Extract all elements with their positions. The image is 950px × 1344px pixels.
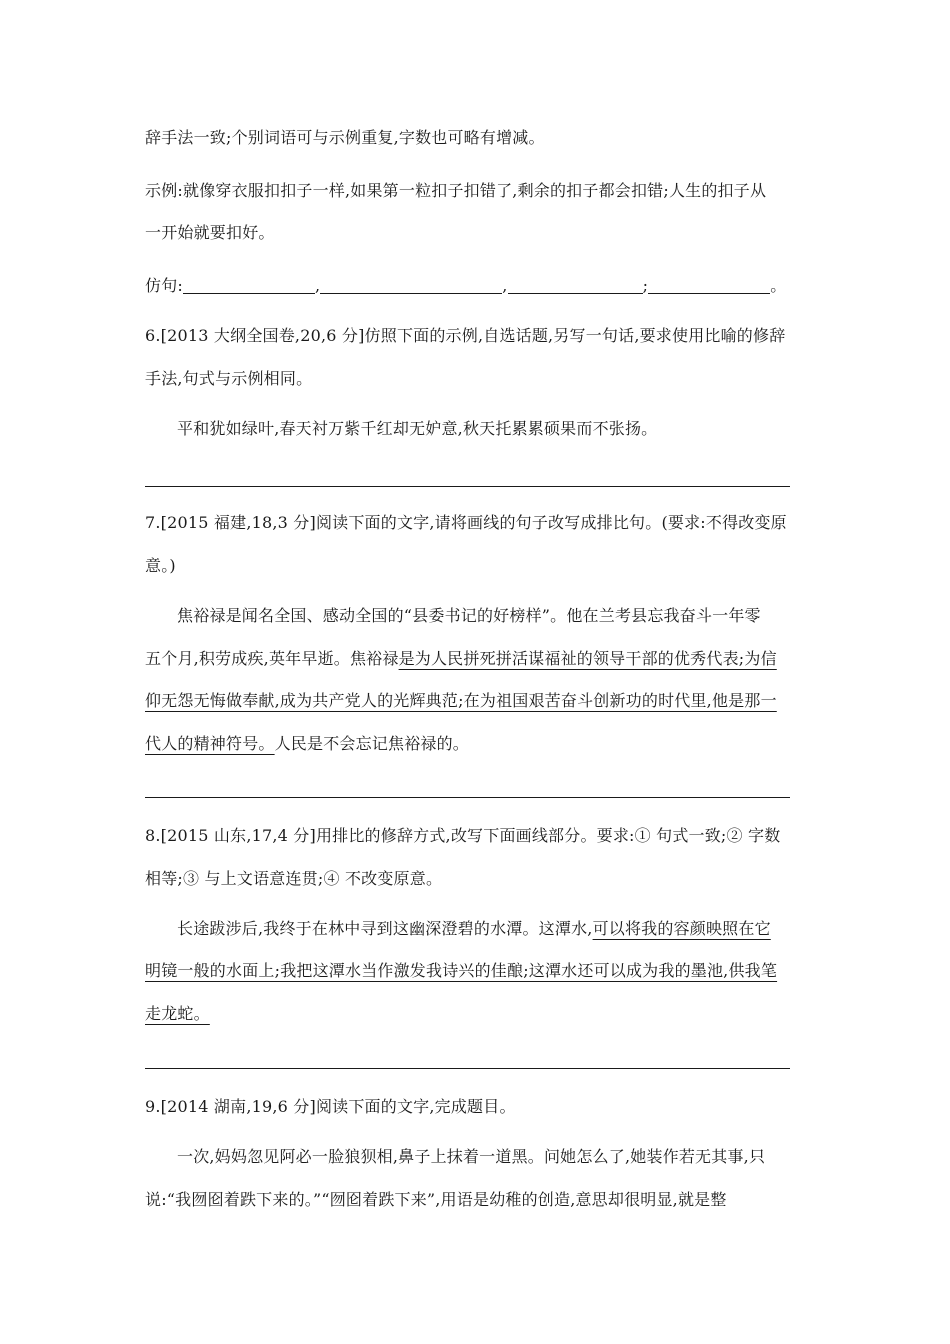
question-7-passage: 焦裕禄是闻名全国、感动全国的“县委书记的好榜样”。他在兰考县忘我奋斗一年零 xyxy=(177,606,761,625)
answer-line[interactable] xyxy=(145,486,790,487)
separator: 。 xyxy=(770,276,787,295)
passage-text: 五个月,积劳成疾,英年早逝。焦裕禄 xyxy=(145,649,399,668)
question-7-passage xyxy=(145,690,777,712)
question-9-passage: 一次,妈妈忽见阿必一脸狼狈相,鼻子上抹着一道黑。问她怎么了,她装作若无其事,只 xyxy=(177,1147,766,1166)
question-9-passage: 说:“我囫囵着跌下来的。”“囫囵着跌下来”,用语是幼稚的创造,意思却很明显,就是整 xyxy=(145,1190,727,1209)
imitation-label: 仿句: xyxy=(145,276,183,295)
answer-blank[interactable] xyxy=(320,277,502,294)
answer-line[interactable] xyxy=(145,1068,790,1069)
question-8-stem: 相等;③ 与上文语意连贯;④ 不改变原意。 xyxy=(145,869,443,888)
underlined-text: 明镜一般的水面上;我把这潭水当作激发我诗兴的佳酿;这潭水还可以成为我的墨池,供我笔 xyxy=(145,961,778,980)
answer-line[interactable] xyxy=(145,797,790,798)
underlined-text: 代人的精神符号。 xyxy=(145,734,275,753)
underlined-text: 可以将我的容颜映照在它 xyxy=(592,919,771,938)
imitation-answer-line xyxy=(145,275,786,297)
question-8-passage xyxy=(145,960,777,982)
question-6-stem: 手法,句式与示例相同。 xyxy=(145,369,313,388)
separator: , xyxy=(502,276,508,295)
answer-blank[interactable] xyxy=(183,277,315,294)
text-line: 辞手法一致;个别词语可与示例重复,字数也可略有增减。 xyxy=(145,128,545,147)
separator: ; xyxy=(642,276,649,295)
question-7-stem: 7.[2015 福建,18,3 分]阅读下面的文字,请将画线的句子改写成排比句。(要求:不得改变原 xyxy=(145,513,787,532)
example-line: 示例:就像穿衣服扣扣子一样,如果第一粒扣子扣错了,剩余的扣子都会扣错;人生的扣子从 xyxy=(145,181,767,200)
question-9-stem: 9.[2014 湖南,19,6 分]阅读下面的文字,完成题目。 xyxy=(145,1097,516,1116)
separator: , xyxy=(315,276,321,295)
question-7-passage xyxy=(145,733,469,755)
question-8-passage xyxy=(177,918,771,940)
question-6-example: 平和犹如绿叶,春天衬万紫千红却无妒意,秋天托累累硕果而不张扬。 xyxy=(177,419,658,438)
passage-text: 人民是不会忘记焦裕禄的。 xyxy=(274,734,470,753)
question-6-stem: 6.[2013 大纲全国卷,20,6 分]仿照下面的示例,自选话题,另写一句话,要求使用比喻的修辞 xyxy=(145,326,786,345)
question-7-passage xyxy=(145,648,777,670)
question-8-stem: 8.[2015 山东,17,4 分]用排比的修辞方式,改写下面画线部分。要求:① 句式一致;② 字数 xyxy=(145,826,781,845)
underlined-text: 是为人民拼死拼活谋福祉的领导干部的优秀代表;为信 xyxy=(398,649,777,668)
passage-text: 长途跋涉后,我终于在林中寻到这幽深澄碧的水潭。这潭水, xyxy=(177,919,593,938)
answer-blank[interactable] xyxy=(648,277,770,294)
question-8-passage xyxy=(145,1003,210,1025)
underlined-text: 走龙蛇。 xyxy=(145,1004,210,1023)
example-line: 一开始就要扣好。 xyxy=(145,223,275,242)
underlined-text: 仰无怨无悔做奉献,成为共产党人的光辉典范;在为祖国艰苦奋斗创新功的时代里,他是那一 xyxy=(145,691,777,710)
question-7-stem: 意。) xyxy=(145,556,176,575)
answer-blank[interactable] xyxy=(508,277,643,294)
